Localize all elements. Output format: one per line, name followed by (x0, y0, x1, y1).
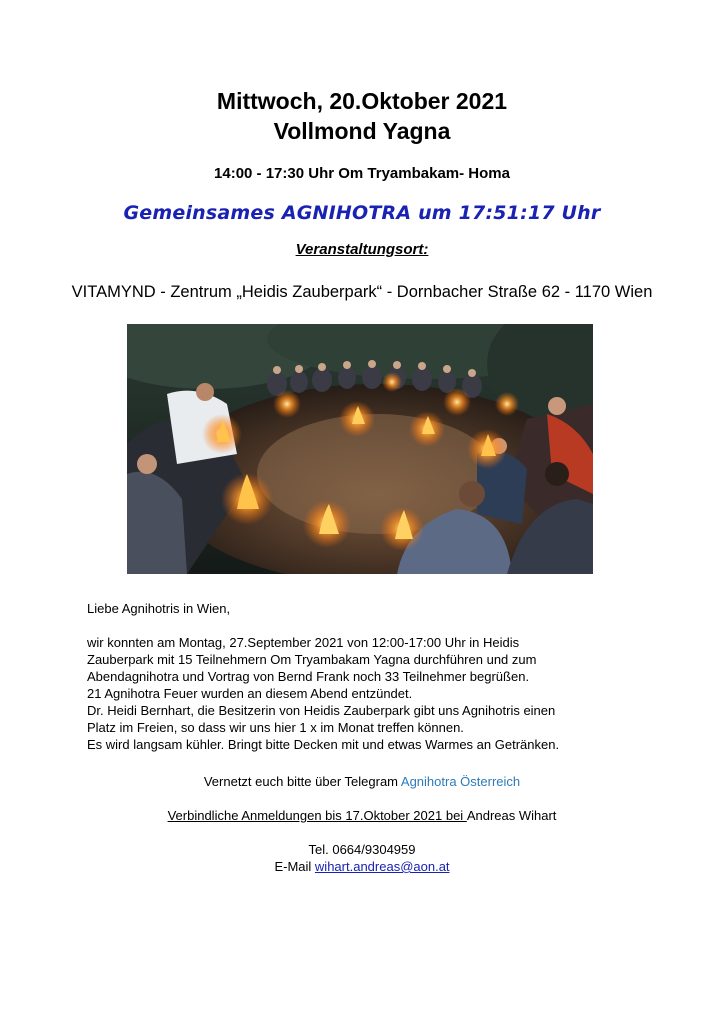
registration-contact-name: Andreas Wihart (466, 808, 557, 823)
agnihotra-fire-circle-photo (127, 324, 593, 574)
body-line: wir konnten am Montag, 27.September 2021 von 12:00-17:00 Uhr in Heidis (87, 635, 520, 650)
registration-line (0, 807, 724, 824)
event-name-title: Vollmond Yagna (273, 118, 451, 144)
email-prefix: E-Mail (274, 859, 315, 874)
body-line: 21 Agnihotra Feuer wurden an diesem Abend entzündet. (87, 686, 413, 701)
email-link[interactable]: wihart.andreas@aon.at (314, 859, 450, 874)
registration-text: Verbindliche Anmeldungen bis 17.Oktober 2021 bei (167, 808, 467, 823)
event-date-title: Mittwoch, 20.Oktober 2021 (216, 88, 508, 114)
body-line: Dr. Heidi Bernhart, die Besitzerin von Heidis Zauberpark gibt uns Agnihotris einen (87, 703, 556, 718)
letter-body (87, 600, 647, 753)
body-line: Abendagnihotra und Vortrag von Bernd Frank noch 33 Teilnehmer begrüßen. (87, 669, 530, 684)
body-line: Platz im Freien, so dass wir uns hier 1 x im Monat treffen können. (87, 720, 464, 735)
telegram-group-link[interactable]: Agnihotra Österreich (400, 774, 521, 789)
venue-heading: Veranstaltungsort: (295, 241, 429, 258)
body-line: Es wird langsam kühler. Bringt bitte Decken mit und etwas Warmes an Getränken. (87, 737, 560, 752)
agnihotra-heading: Gemeinsames AGNIHOTRA um 17:51:17 Uhr (123, 202, 601, 224)
telegram-line (0, 773, 724, 790)
email-line (0, 858, 724, 875)
body-line: Zauberpark mit 15 Teilnehmern Om Tryambakam Yagna durchführen und zum (87, 652, 537, 667)
schedule-line: 14:00 - 17:30 Uhr Om Tryambakam- Homa (214, 165, 510, 182)
venue-address: VITAMYND - Zentrum „Heidis Zauberpark“ - Dornbacher Straße 62 - 1170 Wien (71, 283, 653, 301)
greeting-line: Liebe Agnihotris in Wien, (87, 601, 231, 616)
phone-line: Tel. 0664/9304959 (308, 842, 416, 857)
telegram-prefix: Vernetzt euch bitte über Telegram (203, 774, 401, 789)
